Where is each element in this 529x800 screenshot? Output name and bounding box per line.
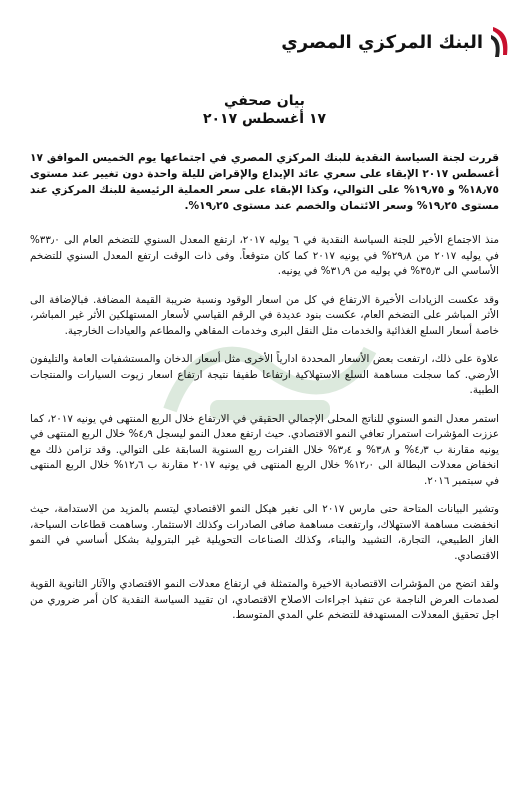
cbe-logo-icon	[489, 25, 511, 59]
title-block	[0, 92, 529, 128]
paragraph: وقد عكست الزيادات الأخيرة الارتفاع في كل من اسعار الوقود ونسبة ضريبة القيمة المضافة. فبالإضافة الى الأثر المباشر على التضخم العام، عكست بنود عديدة في الرقم القياسي لأسعار المستهلكين الأثر غير المباشر، خاصة أسعار السلع الغذائية والخدمات مثل النقل البرى وخدمات المقاهي والمطاعم والعيادات الخارجية.	[30, 293, 499, 337]
document-date: ١٧ أغسطس ٢٠١٧	[202, 111, 327, 127]
bank-name: البنك المركزي المصري	[281, 31, 483, 53]
paragraph: ولقد اتضح من المؤشرات الاقتصادية الاخيرة والمتمثلة في ارتفاع معدلات النمو الاقتصادي والآثار الثانوية القوية لصدمات العرض الناجمة عن تنفيذ اجراءات الاصلاح الاقتصادي، ان تقييد السياسة النقدية كان أمر ضروري من اجل تحقيق المعدلات المستهدفة للتضخم علي المدي المتوسط.	[30, 578, 499, 621]
document-title: بيان صحفي	[224, 93, 305, 109]
paragraph: استمر معدل النمو السنوي للناتج المحلى الإجمالي الحقيقي في الارتفاع خلال الربع المنتهى في يونيه ٢٠١٧، كما عززت المؤشرات استمرار تعافي النمو الاقتصادي. حيث ارتفع معدل النمو ليسجل ٤٫٩% خلال الربع المنتهى في يونيه مقارنة ب ٤٫٣% و ٣٫٨% و ٣٫٤% خلال الفترات ربع السنوية السابقة على التوالي. وقد تزامن ذلك مع انخفاض معدلات البطالة الى ١٢٫٠% خلال الربع المنتهى في يونيه ٢٠١٧ مقارنة ب ١٢٫٦% خلال الربع المنتهى في سبتمبر ٢٠١٦.	[30, 412, 499, 487]
paragraph: وتشير البيانات المتاحة حتى مارس ٢٠١٧ الى تغير هيكل النمو الاقتصادي ليتسم بالمزيد من الاستدامة، حيث انخفضت مساهمة الاستهلاك، وارتفعت مساهمة صافى الصادرات وكذلك الاستثمار. وساهمت قطاعات السياحة، الغاز الطبيعي، التجارة، التشييد والبناء، وكذلك الصناعات التحويلية غير البترولية بشكل أساسي في النمو الاقتصادي.	[30, 503, 499, 562]
page-header	[18, 22, 511, 62]
paragraph: علاوة على ذلك، ارتفعت بعض الأسعار المحددة ادارياً الأخرى مثل أسعار الدخان والمستشفيات العامة والتليفون الأرضي. كما سجلت مساهمة السلع الاستهلاكية ارتفاعا طفيفا نتيجة ارتفاع اسعار زيوت السيارات والمنتجات الطبية.	[30, 353, 499, 396]
paragraph-decision: قررت لجنة السياسة النقدية للبنك المركزي المصري في اجتماعها يوم الخميس الموافق ١٧ أغسطس ٢٠١٧ الإبقاء على سعري عائد الإيداع والإقراض لليلة واحدة دون تغيير عند مستوى ١٨٫٧٥% و ١٩٫٧٥% على التوالي، وكذا الإبقاء على سعر العملية الرئيسية للبنك المركزي عند مستوى ١٩٫٢٥% وسعر الائتمان والخصم عند مستوى ١٩٫٢٥%.	[30, 152, 499, 212]
paragraph: منذ الاجتماع الأخير للجنة السياسة النقدية في ٦ يوليه ٢٠١٧، ارتفع المعدل السنوي للتضخم العام الى ٣٣٫٠% في يوليه ٢٠١٧ من ٢٩٫٨% في يونيه ٢٠١٧ كما كان متوقعاً. وفى ذات الوقت ارتفع المعدل السنوي للتضخم الأساسي الى ٣٥٫٣% في يوليه من ٣١٫٩% في يونيه.	[30, 234, 499, 277]
document-body	[30, 150, 499, 637]
